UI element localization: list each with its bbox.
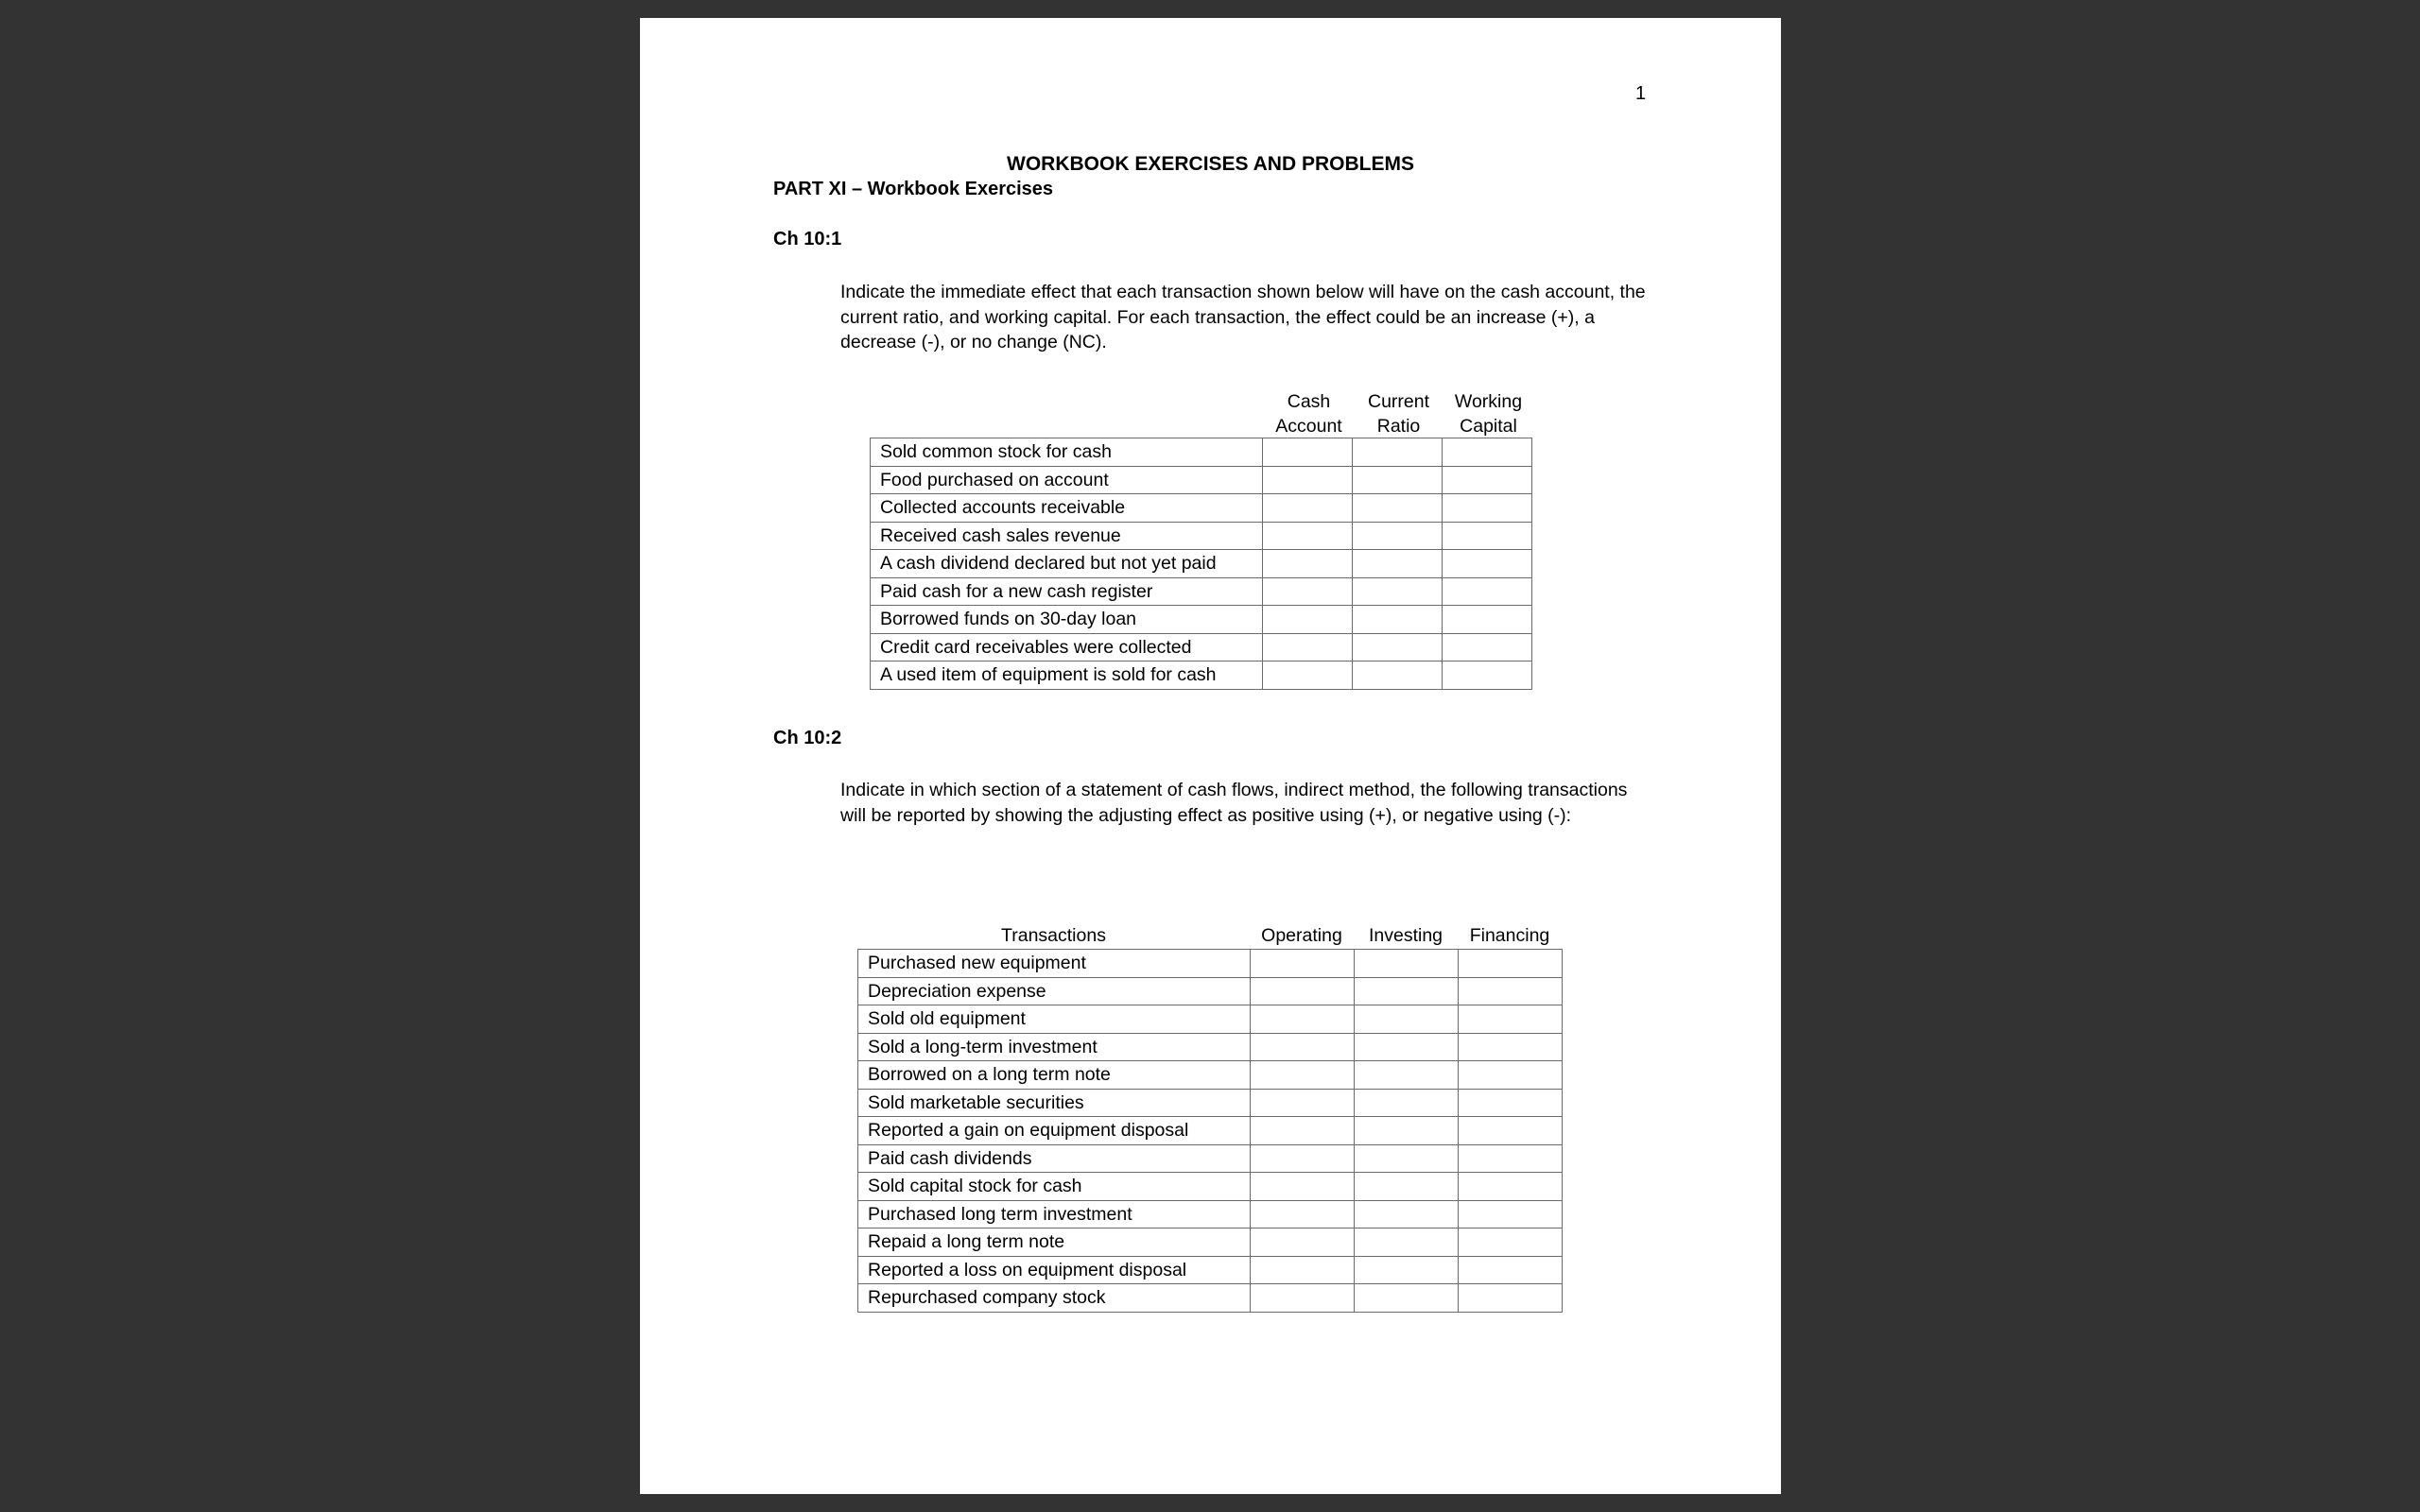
ex2-answer-cell[interactable]	[1355, 1089, 1459, 1117]
ex2-row	[858, 977, 1563, 1005]
ex2-answer-cell[interactable]	[1459, 1005, 1563, 1034]
ex2-transaction-label: Repaid a long term note	[858, 1228, 1251, 1257]
ex2-row	[858, 1284, 1563, 1313]
ex2-answer-cell[interactable]	[1251, 1173, 1355, 1201]
ex2-answer-cell[interactable]	[1251, 1200, 1355, 1228]
ex1-answer-cell[interactable]	[1263, 438, 1353, 467]
ex1-answer-cell[interactable]	[1263, 550, 1353, 578]
ex2-answer-cell[interactable]	[1459, 1228, 1563, 1257]
ex1-row	[871, 494, 1532, 523]
ex1-transaction-label: Collected accounts receivable	[871, 494, 1263, 523]
ex2-transaction-label: Depreciation expense	[858, 977, 1251, 1005]
ex1-answer-cell[interactable]	[1353, 522, 1443, 550]
ex2-row	[858, 1005, 1563, 1034]
ex2-answer-cell[interactable]	[1459, 1173, 1563, 1201]
exercise-1-heading: Ch 10:1	[773, 229, 842, 249]
ex2-transaction-label: Sold capital stock for cash	[858, 1173, 1251, 1201]
ex1-answer-cell[interactable]	[1353, 633, 1443, 662]
ex1-answer-cell[interactable]	[1443, 633, 1532, 662]
ex1-answer-cell[interactable]	[1443, 577, 1532, 606]
ex2-answer-cell[interactable]	[1459, 950, 1563, 978]
ex1-answer-cell[interactable]	[1443, 466, 1532, 494]
ex1-transaction-label: Received cash sales revenue	[871, 522, 1263, 550]
ex2-row	[858, 1173, 1563, 1201]
ex2-answer-cell[interactable]	[1251, 1228, 1355, 1257]
ex2-answer-cell[interactable]	[1355, 950, 1459, 978]
page-number: 1	[1635, 83, 1647, 104]
ex1-row	[871, 577, 1532, 606]
ex2-answer-cell[interactable]	[1251, 1089, 1355, 1117]
ex1-transaction-label: Paid cash for a new cash register	[871, 577, 1263, 606]
ex2-col-header-transactions: Transactions	[1001, 925, 1106, 946]
ex2-answer-cell[interactable]	[1355, 977, 1459, 1005]
ex2-answer-cell[interactable]	[1355, 1173, 1459, 1201]
ex1-answer-cell[interactable]	[1263, 633, 1353, 662]
ex1-answer-cell[interactable]	[1353, 466, 1443, 494]
ex1-row	[871, 662, 1532, 690]
ex2-answer-cell[interactable]	[1355, 1284, 1459, 1313]
ex1-answer-cell[interactable]	[1353, 606, 1443, 634]
ex2-transaction-label: Paid cash dividends	[858, 1144, 1251, 1173]
ex1-answer-cell[interactable]	[1263, 494, 1353, 523]
ex1-transaction-label: Sold common stock for cash	[871, 438, 1263, 467]
ex2-col-header-operating: Operating	[1261, 925, 1342, 946]
ex2-answer-cell[interactable]	[1459, 1284, 1563, 1313]
exercise-2-heading: Ch 10:2	[773, 728, 842, 748]
ex2-answer-cell[interactable]	[1459, 1256, 1563, 1284]
ex1-transaction-label: A cash dividend declared but not yet paid	[871, 550, 1263, 578]
ex1-answer-cell[interactable]	[1443, 606, 1532, 634]
ex2-answer-cell[interactable]	[1355, 1228, 1459, 1257]
ex1-answer-cell[interactable]	[1263, 466, 1353, 494]
ex1-answer-cell[interactable]	[1353, 550, 1443, 578]
ex1-col-header-current-ratio: Current Ratio	[1367, 391, 1430, 437]
ex2-answer-cell[interactable]	[1251, 1033, 1355, 1061]
ex1-answer-cell[interactable]	[1443, 494, 1532, 523]
ex1-row	[871, 438, 1532, 467]
ex1-answer-cell[interactable]	[1353, 662, 1443, 690]
ex2-answer-cell[interactable]	[1251, 1284, 1355, 1313]
ex2-answer-cell[interactable]	[1355, 1200, 1459, 1228]
ex2-row	[858, 1144, 1563, 1173]
ex1-col-header-cash-account: Cash Account	[1275, 391, 1342, 437]
ex1-answer-cell[interactable]	[1263, 522, 1353, 550]
ex2-answer-cell[interactable]	[1251, 977, 1355, 1005]
ex2-row	[858, 1200, 1563, 1228]
ex2-answer-cell[interactable]	[1459, 1061, 1563, 1090]
page-title: WORKBOOK EXERCISES AND PROBLEMS	[1007, 153, 1414, 175]
ex2-row	[858, 1228, 1563, 1257]
ex1-answer-cell[interactable]	[1443, 550, 1532, 578]
ex2-answer-cell[interactable]	[1459, 1033, 1563, 1061]
exercise-1-instructions: Indicate the immediate effect that each transaction shown below will have on the cash account, the current ratio, and working capital. For each transaction, the effect could be an increase (+), a decrease (-), or no change (NC).	[840, 282, 1646, 352]
ex1-col-header-working-capital: Working Capital	[1454, 391, 1523, 437]
ex2-answer-cell[interactable]	[1459, 1200, 1563, 1228]
ex1-transaction-label: Food purchased on account	[871, 466, 1263, 494]
ex2-answer-cell[interactable]	[1459, 1089, 1563, 1117]
ex2-transaction-label: Purchased new equipment	[858, 950, 1251, 978]
ex2-row	[858, 1117, 1563, 1145]
ex1-answer-cell[interactable]	[1443, 438, 1532, 467]
ex2-answer-cell[interactable]	[1355, 1005, 1459, 1034]
ex1-row	[871, 550, 1532, 578]
part-heading: PART XI – Workbook Exercises	[773, 179, 1054, 199]
ex2-transaction-label: Sold old equipment	[858, 1005, 1251, 1034]
ex1-transaction-label: Borrowed funds on 30-day loan	[871, 606, 1263, 634]
ex2-col-header-financing: Financing	[1469, 925, 1550, 946]
ex2-row	[858, 1033, 1563, 1061]
ex1-row	[871, 522, 1532, 550]
ex1-row	[871, 633, 1532, 662]
ex1-answer-cell[interactable]	[1263, 606, 1353, 634]
ex2-transaction-label: Reported a gain on equipment disposal	[858, 1117, 1251, 1145]
ex1-answer-cell[interactable]	[1443, 662, 1532, 690]
exercise-1-table	[870, 438, 1532, 690]
ex2-col-header-investing: Investing	[1368, 925, 1443, 946]
ex2-answer-cell[interactable]	[1251, 1061, 1355, 1090]
ex2-answer-cell[interactable]	[1251, 950, 1355, 978]
ex2-answer-cell[interactable]	[1459, 977, 1563, 1005]
ex2-row	[858, 950, 1563, 978]
ex2-answer-cell[interactable]	[1355, 1061, 1459, 1090]
ex2-row	[858, 1089, 1563, 1117]
ex2-answer-cell[interactable]	[1355, 1144, 1459, 1173]
ex1-answer-cell[interactable]	[1263, 662, 1353, 690]
ex2-transaction-label: Borrowed on a long term note	[858, 1061, 1251, 1090]
ex2-answer-cell[interactable]	[1251, 1144, 1355, 1173]
ex2-answer-cell[interactable]	[1251, 1005, 1355, 1034]
ex1-answer-cell[interactable]	[1263, 577, 1353, 606]
ex1-answer-cell[interactable]	[1353, 577, 1443, 606]
ex1-row	[871, 466, 1532, 494]
ex2-answer-cell[interactable]	[1251, 1256, 1355, 1284]
ex2-answer-cell[interactable]	[1355, 1033, 1459, 1061]
ex2-transaction-label: Sold a long-term investment	[858, 1033, 1251, 1061]
ex2-answer-cell[interactable]	[1355, 1256, 1459, 1284]
exercise-2-instructions: Indicate in which section of a statement of cash flows, indirect method, the following transactions will be reported by showing the adjusting effect as positive using (+), or negative using (-):	[840, 780, 1628, 826]
ex2-row	[858, 1256, 1563, 1284]
ex1-answer-cell[interactable]	[1353, 494, 1443, 523]
ex2-answer-cell[interactable]	[1355, 1117, 1459, 1145]
ex1-transaction-label: A used item of equipment is sold for cash	[871, 662, 1263, 690]
ex1-answer-cell[interactable]	[1353, 438, 1443, 467]
ex2-answer-cell[interactable]	[1459, 1117, 1563, 1145]
ex2-row	[858, 1061, 1563, 1090]
ex1-transaction-label: Credit card receivables were collected	[871, 633, 1263, 662]
ex2-transaction-label: Sold marketable securities	[858, 1089, 1251, 1117]
ex2-transaction-label: Purchased long term investment	[858, 1200, 1251, 1228]
ex1-answer-cell[interactable]	[1443, 522, 1532, 550]
document-page	[640, 18, 1781, 1494]
ex2-answer-cell[interactable]	[1251, 1117, 1355, 1145]
ex2-answer-cell[interactable]	[1459, 1144, 1563, 1173]
exercise-2-table	[857, 949, 1563, 1313]
ex2-transaction-label: Repurchased company stock	[858, 1284, 1251, 1313]
ex2-transaction-label: Reported a loss on equipment disposal	[858, 1256, 1251, 1284]
ex1-row	[871, 606, 1532, 634]
